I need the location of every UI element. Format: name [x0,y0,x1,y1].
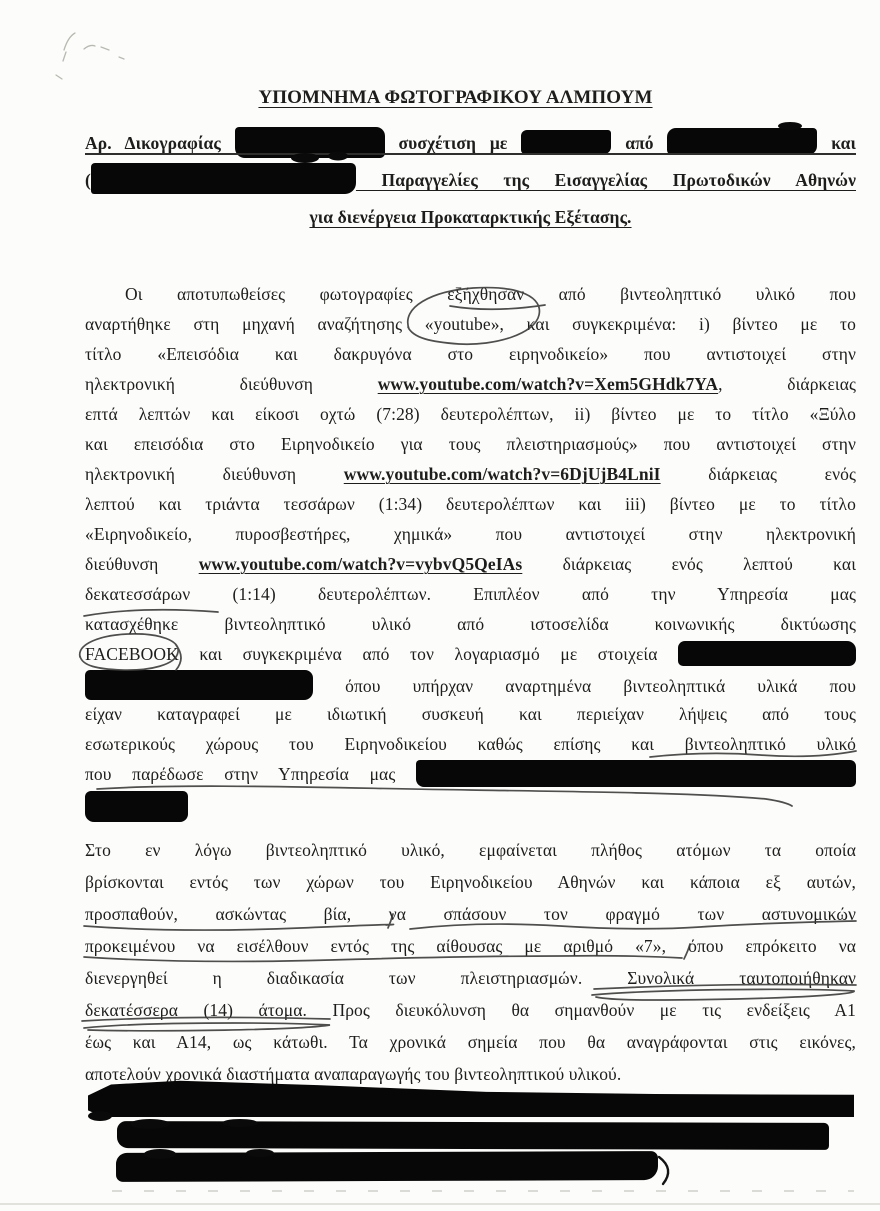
redaction-bar [116,1151,658,1182]
document-line: δεκατεσσάρων (1:14) δευτερολέπτων. Επιπλέον από την Υπηρεσία μας [85,584,856,604]
from-text: από [611,133,668,153]
line-text: διάρκειας ενός λεπτού και [522,554,857,574]
redaction-bar [85,791,188,822]
paren-fragment: ( [85,170,91,190]
document-line: διενεργηθεί η διαδικασία των πλειστηριασμών. Συνολικά ταυτοποιήθηκαν [85,968,856,988]
pencil-scribble-icon [56,33,124,79]
preliminary-examination-text: για διενέργεια Προκαταρκτικής Εξέτασης. [309,207,632,227]
document-line: λεπτού και τριάντα τεσσάρων (1:34) δευτερολέπτων και iii) βίντεο με το τίτλο [85,494,856,514]
line-text: όπου υπήρχαν αναρτημένα βιντεοληπτικά υλικά που [313,676,856,696]
document-line: προκειμένου να εισέλθουν εντός της αίθουσας με αριθμό «7», όπου επρόκειτο να [85,936,856,956]
document-line: βρίσκονται εντός των χώρων του Ειρηνοδικείου Αθηνών και κάποια εξ αυτών, [85,872,856,892]
document-line: Οι αποτυπωθείσες φωτογραφίες εξήχθησαν από βιντεοληπτικό υλικό που [125,284,856,304]
line-text: FACEBOOK και συγκεκριμένα από τον λογαριασμό με στοιχεία [85,644,678,664]
redaction-box [85,670,313,700]
youtube-url-2: www.youtube.com/watch?v=6DjUjB4LniI [343,464,661,484]
case-number-label: Αρ. Δικογραφίας [85,133,235,153]
document-line: εσωτερικούς χώρους του Ειρηνοδικείου καθώς επίσης και βιντεοληπτικό υλικό [85,734,856,754]
document-line [85,760,856,788]
document-line: κατασχέθηκε βιντεοληπτικό υλικό από ιστοσελίδα κοινωνικής δικτύωσης [85,614,856,634]
faint-dotted-line [112,1190,854,1192]
youtube-url-1: www.youtube.com/watch?v=Xem5GHdk7YA [377,374,719,394]
document-line [85,670,856,700]
scan-edge-line [0,1203,880,1205]
youtube-url-3: www.youtube.com/watch?v=vybvQ5QeIAs [198,554,523,574]
document-title: ΥΠΟΜΝΗΜΑ ΦΩΤΟΓΡΑΦΙΚΟΥ ΑΛΜΠΟΥΜ [258,87,653,108]
document-line: «Ειρηνοδικείο, πυροσβεστήρες, χημικά» που αντιστοιχεί στην ηλεκτρονική [85,524,856,544]
redaction-box [521,130,611,154]
line-text: διάρκειας ενός [660,464,856,484]
correlation-text: συσχέτιση με [384,133,522,153]
line-text: ηλεκτρονική διεύθυνση [85,464,344,484]
prosecutor-order-line [85,163,856,194]
document-line [85,460,856,488]
document-line [85,640,856,668]
document-line: έως και Α14, ως κάτωθι. Τα χρονικά σημεία που θα αναγράφονται στις εικόνες, [85,1032,856,1052]
document-line: είχαν καταγραφεί με ιδιωτική συσκευή και περιείχαν λήψεις από τους [85,704,856,724]
document-line: και επεισόδια στο Ειρηνοδικείο για τους πλειστηριασμούς» που αντιστοιχεί στην [85,434,856,454]
document-line [85,550,856,578]
document-line: προσπαθούν, ασκώντας βία, να σπάσουν τον φραγμό των αστυνομικών [85,904,856,924]
redaction-box [416,760,856,787]
redaction-box [91,163,356,194]
long-squiggle-icon [97,786,792,806]
document-line: Στο εν λόγω βιντεοληπτικό υλικό, εμφαίνεται πλήθος ατόμων τα οποία [85,840,856,860]
redaction-bar [117,1121,829,1150]
document-line: αποτελούν χρονικά διαστήματα αναπαραγωγής του βιντεοληπτικού υλικού. [85,1064,622,1084]
redaction-box [678,641,856,666]
document-line: τίτλο «Επεισόδια και δακρυγόνα στο ειρηνοδικείο» που αντιστοιχεί στην [85,344,856,364]
line-text: , διάρκειας [718,374,857,394]
line-text: ηλεκτρονική διεύθυνση [85,374,378,394]
prosecutor-order-text: Παραγγελίες της Εισαγγελίας Πρωτοδικών Αθηνών [355,170,856,190]
document-line [85,370,856,398]
line-text: που παρέδωσε στην Υπηρεσία μας [85,764,416,784]
document-line: επτά λεπτών και είκοσι οχτώ (7:28) δευτερολέπτων, ii) βίντεο με το τίτλο «Ξύλο [85,404,856,424]
paren-after-bar3-icon [659,1157,668,1184]
preliminary-examination-line [85,203,856,231]
line-text: διεύθυνση [85,554,199,574]
redaction-box [667,128,817,155]
document-line: αναρτήθηκε στη μηχανή αναζήτησης «youtube», και συγκεκριμένα: i) βίντεο με το [85,314,856,334]
header-underline-rule [85,153,856,155]
document-line: δεκατέσσερα (14) άτομα. Προς διευκόλυνση θα σημανθούν με τις ενδείξεις Α1 [85,1000,856,1020]
and-text: και [817,133,857,153]
